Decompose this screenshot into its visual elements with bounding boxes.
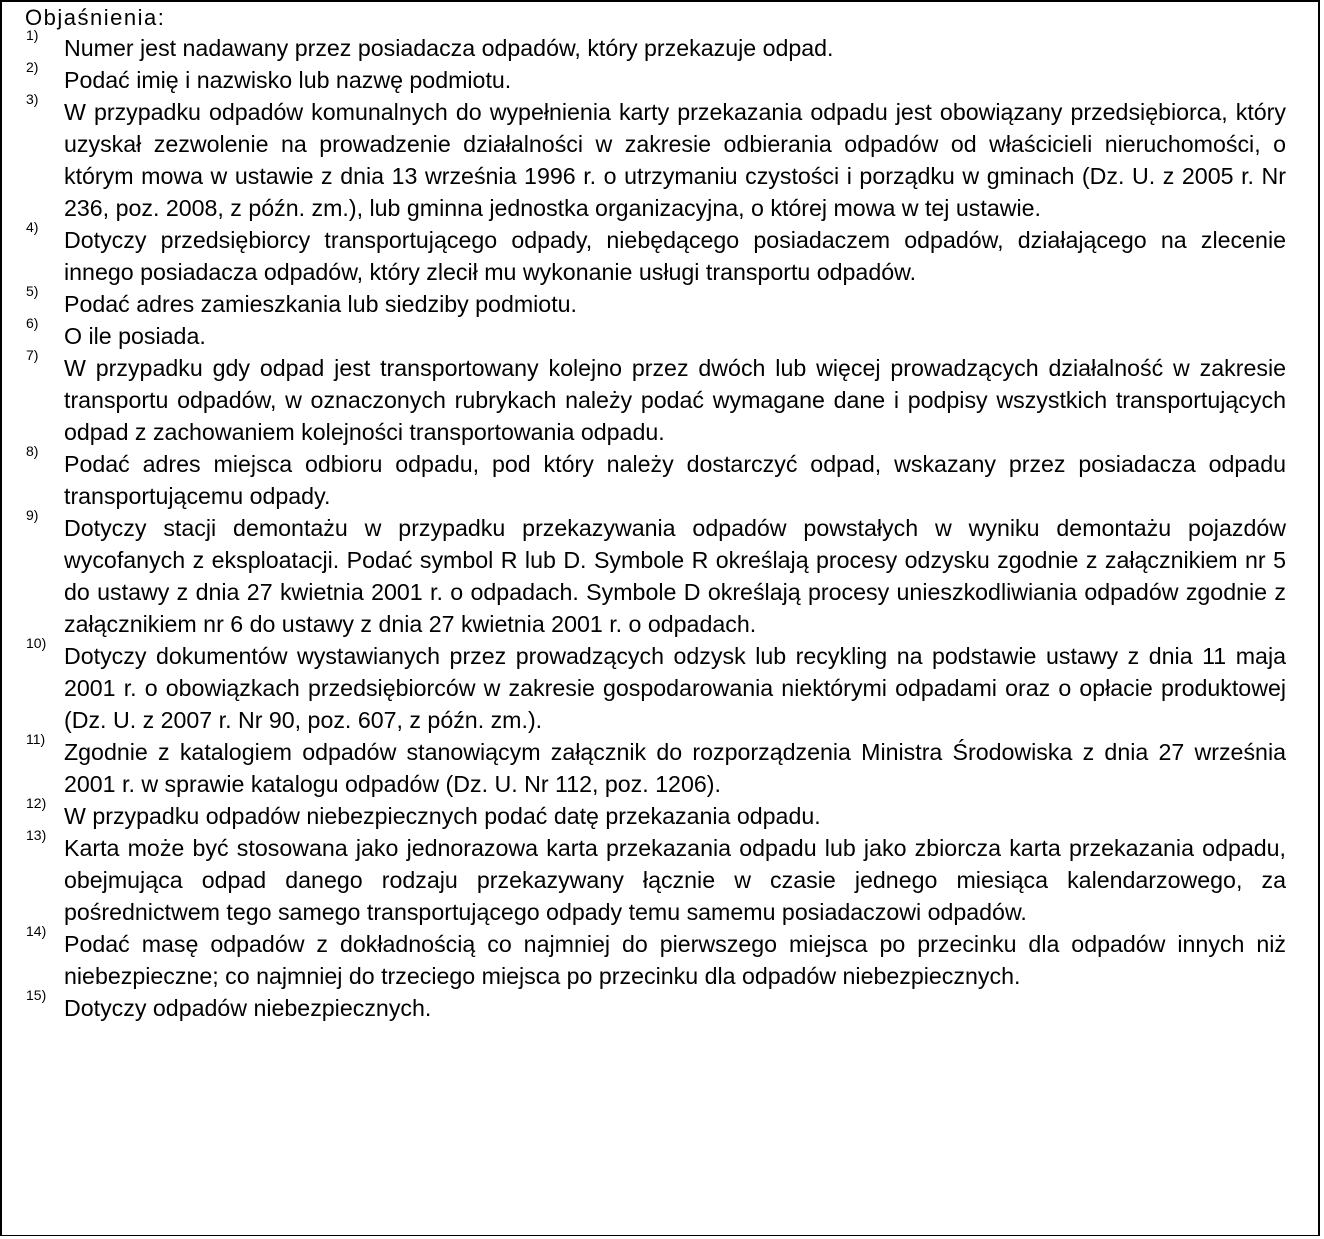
footnote-number: 15) — [26, 987, 47, 1003]
footnote-number: 6) — [26, 315, 39, 331]
footnote-text: Podać adres zamieszkania lub siedziby podmiotu. — [64, 291, 577, 317]
footnote-text: Dotyczy stacji demontażu w przypadku przekazywania odpadów powstałych w wyniku demontażu pojazdów wycofanych z eksploatacji. Podać symbol R lub D. Symbole R określają procesy odzysku zgodnie z załącznikiem nr 5 do ustawy z dnia 27 kwietnia 2001 r. o odpadach. Symbole D określają procesy unieszkodliwiania odpadów zgodnie z załącznikiem nr 6 do ustawy z dnia 27 kwietnia 2001 r. o odpadach. — [64, 515, 1286, 637]
footnote-number: 7) — [26, 347, 39, 363]
footnote-number: 5) — [26, 283, 39, 299]
footnote-item — [26, 347, 1286, 448]
footnote-item — [26, 635, 1286, 736]
footnote-text: W przypadku gdy odpad jest transportowany kolejno przez dwóch lub więcej prowadzących działalność w zakresie transportu odpadów, w oznaczonych rubrykach należy podać wymagane dane i podpisy wszystkich transportujących odpad z zachowaniem kolejności transportowania odpadu. — [64, 355, 1286, 445]
footnote-number: 8) — [26, 443, 39, 459]
footnote-text: Podać imię i nazwisko lub nazwę podmiotu. — [64, 67, 512, 93]
footnote-text: Dotyczy przedsiębiorcy transportującego odpady, niebędącego posiadaczem odpadów, działającego na zlecenie innego posiadacza odpadów, który zlecił mu wykonanie usługi transportu odpadów. — [64, 227, 1286, 285]
footnote-item — [26, 827, 1286, 928]
explanations-section — [26, 6, 1286, 1024]
footnote-item — [26, 59, 1286, 96]
footnote-number: 11) — [26, 731, 46, 747]
footnote-item — [26, 731, 1286, 800]
footnote-number: 9) — [26, 507, 39, 523]
footnote-text: Numer jest nadawany przez posiadacza odpadów, który przekazuje odpad. — [64, 35, 834, 61]
footnote-item — [26, 795, 1286, 832]
footnote-number: 3) — [26, 91, 39, 107]
footnote-item — [26, 219, 1286, 288]
explanations-heading: Objaśnienia: — [25, 5, 166, 30]
footnote-number: 14) — [26, 923, 47, 939]
footnote-number: 10) — [26, 635, 47, 651]
footnote-item — [26, 315, 1286, 352]
footnote-text: Podać masę odpadów z dokładnością co najmniej do pierwszego miejsca po przecinku dla odpadów innych niż niebezpieczne; co najmniej do trzeciego miejsca po przecinku dla odpadów niebezpiecznych. — [64, 931, 1286, 989]
footnote-text: W przypadku odpadów niebezpiecznych podać datę przekazania odpadu. — [64, 803, 821, 829]
footnote-number: 1) — [26, 27, 39, 43]
footnote-item — [26, 91, 1286, 224]
footnote-item — [26, 283, 1286, 320]
footnote-number: 4) — [26, 219, 39, 235]
footnote-text: W przypadku odpadów komunalnych do wypełnienia karty przekazania odpadu jest obowiązany przedsiębiorca, który uzyskał zezwolenie na prowadzenie działalności w zakresie odbierania odpadów od właścicieli nieruchomości, o którym mowa w ustawie z dnia 13 września 1996 r. o utrzymaniu czystości i porządku w gminach (Dz. U. z 2005 r. Nr 236, poz. 2008, z późn. zm.), lub gminna jednostka organizacyjna, o której mowa w tej ustawie. — [64, 99, 1286, 221]
footnote-item — [26, 443, 1286, 512]
footnote-item — [26, 27, 1286, 64]
footnote-text: Karta może być stosowana jako jednorazowa karta przekazania odpadu lub jako zbiorcza karta przekazania odpadu, obejmująca odpad danego rodzaju przekazywany łącznie w czasie jednego miesiąca kalendarzowego, za pośrednictwem tego samego transportującego odpady temu samemu posiadaczowi odpadów. — [64, 835, 1286, 925]
footnote-text: Dotyczy dokumentów wystawianych przez prowadzących odzysk lub recykling na podstawie ustawy z dnia 11 maja 2001 r. o obowiązkach przedsiębiorców w zakresie gospodarowania niektórymi odpadami oraz o opłacie produktowej (Dz. U. z 2007 r. Nr 90, poz. 607, z późn. zm.). — [64, 643, 1286, 733]
footnote-text: Podać adres miejsca odbioru odpadu, pod który należy dostarczyć odpad, wskazany przez posiadacza odpadu transportującemu odpady. — [64, 451, 1286, 509]
footnote-text: Zgodnie z katalogiem odpadów stanowiącym załącznik do rozporządzenia Ministra Środowiska z dnia 27 września 2001 r. w sprawie katalogu odpadów (Dz. U. Nr 112, poz. 1206). — [64, 739, 1286, 797]
footnote-number: 12) — [26, 795, 47, 811]
footnote-text: Dotyczy odpadów niebezpiecznych. — [64, 995, 432, 1021]
footnote-item — [26, 507, 1286, 640]
footnote-item — [26, 923, 1286, 992]
footnote-list — [26, 27, 1286, 1024]
footnote-text: O ile posiada. — [64, 323, 206, 349]
footnote-item — [26, 987, 1286, 1024]
footnote-number: 2) — [26, 59, 39, 75]
footnote-number: 13) — [26, 827, 47, 843]
